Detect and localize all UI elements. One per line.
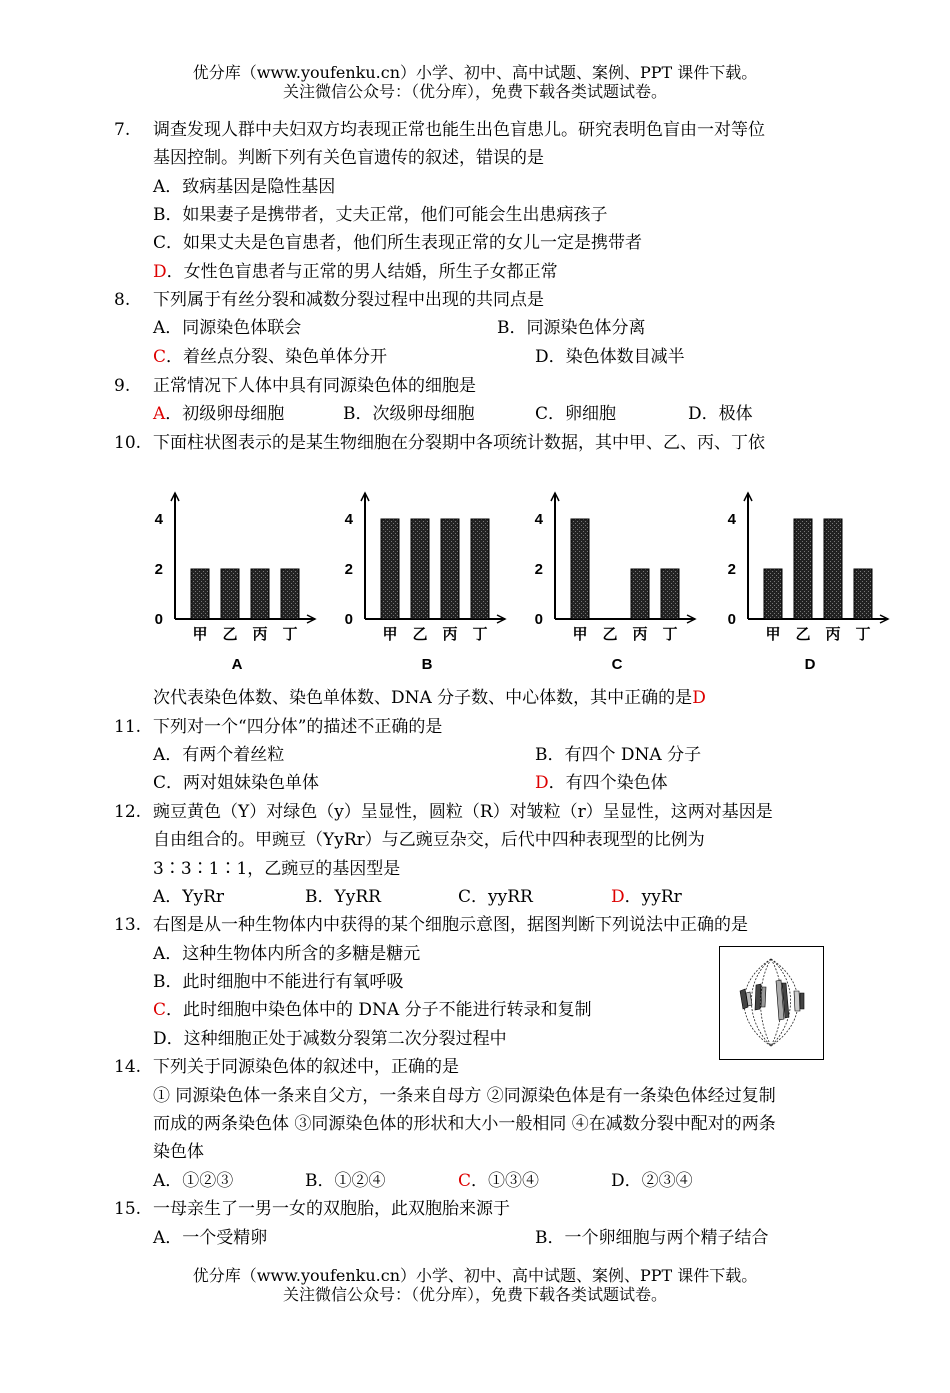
- bar-chart-d: [718, 485, 893, 675]
- bar: [661, 569, 679, 619]
- q10-stem-line2-text: 次代表染色体数、染色单体数、DNA 分子数、中心体数，其中正确的是: [153, 688, 693, 708]
- x-tick-label: 甲: [765, 625, 781, 643]
- q12-stem-line3: 3∶3∶1∶1，乙豌豆的基因型是: [153, 859, 401, 879]
- q10-number: 10.: [114, 433, 142, 453]
- chart-label: A: [231, 656, 243, 673]
- q9-option-c: C．卵细胞: [535, 404, 617, 424]
- q13-option-c: [153, 999, 592, 1021]
- q13-number: 13.: [114, 915, 142, 935]
- q13-stem: 右图是从一种生物体内中获得的某个细胞示意图，据图判断下列说法中正确的是: [153, 915, 748, 935]
- bar: [281, 569, 299, 619]
- q9-option-a-text: ．初级卵母细胞: [165, 404, 285, 424]
- y-tick-label: 4: [534, 511, 543, 528]
- x-tick-label: 乙: [222, 625, 238, 643]
- q8-answer-mark: C: [153, 347, 167, 367]
- q13-answer-mark: C: [153, 1000, 167, 1020]
- y-tick-label: 0: [534, 611, 543, 628]
- y-tick-label: 4: [154, 511, 163, 528]
- x-tick-label: 丁: [472, 625, 488, 643]
- q14-option-d: D．②③④: [611, 1171, 693, 1191]
- q9-stem: 正常情况下人体中具有同源染色体的细胞是: [153, 376, 476, 396]
- y-tick-label: 0: [727, 611, 736, 628]
- bar: [381, 519, 399, 619]
- y-tick-label: 2: [154, 561, 163, 578]
- q13-option-c-text: ．此时细胞中染色体中的 DNA 分子不能进行转录和复制: [166, 1000, 592, 1020]
- q8-option-c-text: ．着丝点分裂、染色单体分开: [166, 347, 388, 367]
- q8-option-a: A．同源染色体联会: [153, 318, 302, 338]
- page-header-line2: 关注微信公众号：（优分库），免费下载各类试题试卷。: [282, 82, 667, 101]
- y-tick-label: 4: [344, 511, 353, 528]
- q8-option-c: [153, 346, 387, 368]
- q14-number: 14.: [114, 1057, 142, 1077]
- q9-number: 9.: [114, 376, 131, 396]
- q9-option-b: B．次级卵母细胞: [343, 404, 475, 424]
- page-header-line1: 优分库（www.youfenku.cn）小学、初中、高中试题、案例、PPT 课件下载。: [192, 63, 758, 82]
- q12-number: 12.: [114, 802, 142, 822]
- q9-option-d: D．极体: [688, 404, 753, 424]
- q15-option-b: B．一个卵细胞与两个精子结合: [535, 1228, 769, 1248]
- q7-option-d-text: ．女性色盲患者与正常的男人结婚，所生子女都正常: [166, 262, 558, 282]
- y-tick-label: 2: [534, 561, 543, 578]
- q7-option-a: A．致病基因是隐性基因: [153, 177, 336, 197]
- q14-answer-mark: C: [458, 1171, 472, 1191]
- q14-option-c: [458, 1170, 539, 1192]
- bar-chart-c: [525, 485, 700, 675]
- bar: [794, 519, 812, 619]
- q13-option-d: D．这种细胞正处于减数分裂第二次分裂过程中: [153, 1029, 507, 1049]
- q9-option-a: [153, 403, 284, 425]
- page-footer-line1: 优分库（www.youfenku.cn）小学、初中、高中试题、案例、PPT 课件下载。: [192, 1266, 758, 1285]
- bar: [221, 569, 239, 619]
- q8-option-d: D．染色体数目减半: [535, 347, 685, 367]
- x-tick-label: 甲: [192, 625, 208, 643]
- q11-option-d: [535, 772, 668, 794]
- q7-stem-line1: 调查发现人群中夫妇双方均表现正常也能生出色盲患儿。研究表明色盲由一对等位: [153, 120, 765, 140]
- y-tick-label: 2: [344, 561, 353, 578]
- chart-label: B: [421, 656, 433, 673]
- bar: [824, 519, 842, 619]
- q14-option-c-text: ．①③④: [471, 1171, 540, 1191]
- y-tick-label: 4: [727, 511, 736, 528]
- y-tick-label: 0: [344, 611, 353, 628]
- bar-chart-b: [335, 485, 510, 675]
- bar: [764, 569, 782, 619]
- y-tick-label: 2: [727, 561, 736, 578]
- q11-option-b: B．有四个 DNA 分子: [535, 745, 702, 765]
- cell-division-figure: [719, 946, 824, 1060]
- bar: [571, 519, 589, 619]
- x-tick-label: 丁: [662, 625, 678, 643]
- q7-option-c: C．如果丈夫是色盲患者，他们所生表现正常的女儿一定是携带者: [153, 233, 643, 253]
- q14-body-line1: ① 同源染色体一条来自父方，一条来自母方 ②同源染色体是有一条染色体经过复制: [153, 1086, 776, 1106]
- x-tick-label: 丙: [632, 625, 648, 643]
- bar: [441, 519, 459, 619]
- q13-option-b: B．此时细胞中不能进行有氧呼吸: [153, 972, 404, 992]
- x-tick-label: 丙: [252, 625, 268, 643]
- bar: [411, 519, 429, 619]
- q7-answer-mark: D: [153, 262, 167, 282]
- q7-option-b: B．如果妻子是携带者，丈夫正常，他们可能会生出患病孩子: [153, 205, 608, 225]
- q12-stem-line2: 自由组合的。甲豌豆（YyRr）与乙豌豆杂交，后代中四种表现型的比例为: [153, 830, 705, 850]
- bar: [854, 569, 872, 619]
- q11-answer-mark: D: [535, 773, 549, 793]
- q8-stem: 下列属于有丝分裂和减数分裂过程中出现的共同点是: [153, 290, 544, 310]
- q12-option-c: C．yyRR: [458, 887, 533, 907]
- q7-option-d: [153, 261, 558, 283]
- x-tick-label: 乙: [412, 625, 428, 643]
- cell-spindle-illustration: [720, 947, 822, 1058]
- bar: [471, 519, 489, 619]
- q9-answer-mark: A: [153, 404, 166, 424]
- q8-option-b: B．同源染色体分离: [497, 318, 646, 338]
- x-tick-label: 乙: [795, 625, 811, 643]
- bar: [631, 569, 649, 619]
- bar: [251, 569, 269, 619]
- page-footer-line2: 关注微信公众号：（优分库），免费下载各类试题试卷。: [282, 1285, 667, 1304]
- x-tick-label: 丙: [825, 625, 841, 643]
- q10-stem-line2: [153, 687, 706, 709]
- q12-option-d-text: ．yyRr: [624, 887, 682, 907]
- q10-answer-mark: D: [692, 688, 706, 708]
- q15-option-a: A．一个受精卵: [153, 1228, 268, 1248]
- q14-stem: 下列关于同源染色体的叙述中，正确的是: [153, 1057, 459, 1077]
- q11-stem: 下列对一个“四分体”的描述不正确的是: [153, 717, 443, 737]
- chart-label: D: [804, 656, 816, 673]
- q7-stem-line2: 基因控制。判断下列有关色盲遗传的叙述，错误的是: [153, 148, 544, 168]
- q15-stem: 一母亲生了一男一女的双胞胎，此双胞胎来源于: [153, 1199, 510, 1219]
- x-tick-label: 丁: [282, 625, 298, 643]
- q11-option-c: C．两对姐妹染色单体: [153, 773, 320, 793]
- x-tick-label: 丁: [855, 625, 871, 643]
- q12-answer-mark: D: [611, 887, 625, 907]
- q13-option-a: A．这种生物体内所含的多糖是糖元: [153, 944, 421, 964]
- x-tick-label: 甲: [382, 625, 398, 643]
- q11-option-d-text: ．有四个染色体: [548, 773, 668, 793]
- q14-option-b: B．①②④: [305, 1171, 386, 1191]
- x-tick-label: 甲: [572, 625, 588, 643]
- q14-body-line2: 而成的两条染色体 ③同源染色体的形状和大小一般相同 ④在减数分裂中配对的两条: [153, 1114, 776, 1134]
- q12-option-b: B．YyRR: [305, 887, 381, 907]
- q15-number: 15.: [114, 1199, 142, 1219]
- q8-number: 8.: [114, 290, 131, 310]
- q11-number: 11.: [114, 717, 142, 737]
- q14-option-a: A．①②③: [153, 1171, 234, 1191]
- q12-option-d: [611, 886, 682, 908]
- q11-option-a: A．有两个着丝粒: [153, 745, 285, 765]
- x-tick-label: 丙: [442, 625, 458, 643]
- q12-stem-line1: 豌豆黄色（Y）对绿色（y）呈显性，圆粒（R）对皱粒（r）呈显性，这两对基因是: [153, 802, 773, 822]
- bar-chart-a: [145, 485, 320, 675]
- bar: [191, 569, 209, 619]
- q10-stem-line1: 下面柱状图表示的是某生物细胞在分裂期中各项统计数据，其中甲、乙、丙、丁依: [153, 433, 765, 453]
- q14-body-line3: 染色体: [153, 1142, 204, 1162]
- x-tick-label: 乙: [602, 625, 618, 643]
- q12-option-a: A．YyRr: [153, 887, 225, 907]
- chart-label: C: [611, 656, 623, 673]
- y-tick-label: 0: [154, 611, 163, 628]
- q7-number: 7.: [114, 120, 131, 140]
